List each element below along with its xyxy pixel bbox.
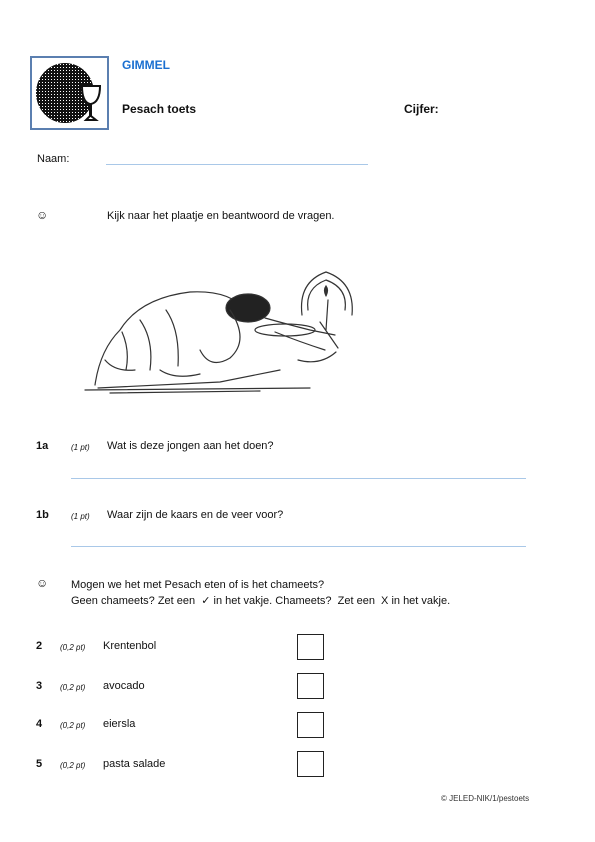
instruction-text: Kijk naar het plaatje en beantwoord de vragen. xyxy=(107,210,335,222)
item-number: 4 xyxy=(36,718,43,730)
illustration-graphic xyxy=(80,270,370,395)
answer-checkbox[interactable] xyxy=(297,634,324,660)
name-answer-line[interactable] xyxy=(106,164,368,165)
item-text: pasta salade xyxy=(103,758,166,770)
question-text: Wat is deze jongen aan het doen? xyxy=(107,440,274,452)
answer-line-1b[interactable] xyxy=(71,546,526,547)
logo xyxy=(30,56,109,130)
name-label: Naam: xyxy=(37,153,70,165)
smiley-icon: ☺ xyxy=(36,576,49,590)
item-points: (0,2 pt) xyxy=(60,721,86,730)
footer-copyright: © JELED-NIK/1/pestoets xyxy=(441,794,530,803)
instruction-line-1: Mogen we het met Pesach eten of is het chameets? xyxy=(71,579,325,591)
answer-checkbox[interactable] xyxy=(297,751,324,777)
logo-graphic xyxy=(32,58,107,128)
item-number: 3 xyxy=(36,680,43,692)
question-text: Waar zijn de kaars en de veer voor? xyxy=(107,509,284,521)
question-number: 1a xyxy=(36,440,49,452)
answer-checkbox[interactable] xyxy=(297,712,324,738)
item-points: (0,2 pt) xyxy=(60,683,86,692)
item-points: (0,2 pt) xyxy=(60,761,86,770)
grade-label: Cijfer: xyxy=(404,102,439,116)
item-points: (0,2 pt) xyxy=(60,643,86,652)
item-text: eiersla xyxy=(103,718,136,730)
level-label: GIMMEL xyxy=(122,58,170,72)
question-points: (1 pt) xyxy=(71,512,90,521)
illustration-boy-searching xyxy=(80,270,370,395)
item-number: 5 xyxy=(36,758,43,770)
question-points: (1 pt) xyxy=(71,443,90,452)
question-number: 1b xyxy=(36,509,49,521)
item-text: Krentenbol xyxy=(103,640,157,652)
answer-checkbox[interactable] xyxy=(297,673,324,699)
item-number: 2 xyxy=(36,640,43,652)
smiley-icon: ☺ xyxy=(36,208,49,222)
item-text: avocado xyxy=(103,680,145,692)
instruction-line-2: Geen chameets? Zet een ✓ in het vakje. Chameets? Zet een X in het vakje. xyxy=(71,595,451,607)
page-title: Pesach toets xyxy=(122,102,197,116)
answer-line-1a[interactable] xyxy=(71,478,526,479)
